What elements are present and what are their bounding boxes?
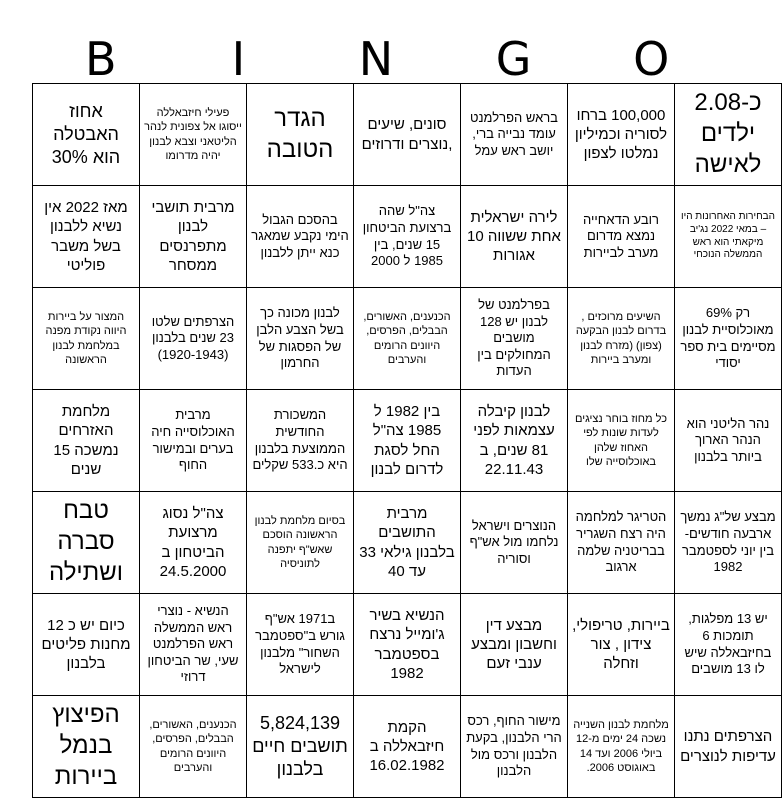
bingo-cell[interactable]: מרבית תושבי לבנון מתפרנסים ממסחר [140,186,247,288]
bingo-cell[interactable]: צה"ל שהה ברצועת הביטחון 15 שנים, בין 1985 ל 2000 [354,186,461,288]
bingo-cell[interactable]: הכנענים, האשורים, הבבלים, הפרסים, היוונים הרומים והערבים [140,696,247,798]
bingo-row [33,696,782,798]
bingo-cell[interactable]: מאז 2022 אין נשיא ללבנון בשל משבר פוליטי [33,186,140,288]
bingo-cell[interactable]: סונים, שיעים ,נוצרים ודרוזים [354,84,461,186]
bingo-cell[interactable]: צה"ל נסוג מרצועת הביטחון ב 24.5.2000 [140,492,247,594]
bingo-cell[interactable]: אחוז האבטלה הוא 30% [33,84,140,186]
bingo-cell[interactable]: טבח סברה ושתילה [33,492,140,594]
bingo-cell[interactable]: ביירות, טריפולי, צידון , צור וזחלה [568,594,675,696]
bingo-cell[interactable]: לבנון מכונה כך בשל הצבע הלבן של הפסגות של החרמון [247,288,354,390]
bingo-cell[interactable]: רובע הדאחייה נמצא מדרום מערב לביירות [568,186,675,288]
bingo-cell[interactable]: לבנון קיבלה עצמאות לפני 81 שנים, ב 22.11.43 [461,390,568,492]
bingo-cell[interactable]: הצרפתים נתנו עדיפות לנוצרים [675,696,782,798]
bingo-cell[interactable]: המצור על ביירות היווה נקודת מפנה במלחמת לבנון הראשונה [33,288,140,390]
bingo-cell[interactable]: מבצע דין וחשבון ומבצע ענבי זעם [461,594,568,696]
bingo-cell[interactable]: 100,000 ברחו לסוריה וכמיליון נמלטו לצפון [568,84,675,186]
bingo-cell[interactable]: פעילי חיזבאללה ייסוגו אל צפונית לנהר הליטאני וצבא לבנון יהיה מדרומו [140,84,247,186]
bingo-cell[interactable]: 5,824,139 תושבים חיים בלבנון [247,696,354,798]
bingo-row [33,594,782,696]
bingo-cell[interactable]: כל מחוז בוחר נציגים לעדות שונות לפי האחוז שלהן באוכלוסייה שלו [568,390,675,492]
bingo-cell[interactable]: הטריגר למלחמה היה רצח השגריר בבריטניה שלמה ארגוב [568,492,675,594]
bingo-cell[interactable]: ב1971 אש"ף גורש ב"ספטמבר השחור" מלבנון לישראל [247,594,354,696]
bingo-cell[interactable]: הצרפתים שלטו 23 שנים בלבנון (1920-1943) [140,288,247,390]
bingo-row [33,186,782,288]
bingo-cell[interactable]: הכנענים, האשורים, הבבלים, הפרסים, היוונים הרומים והערבים [354,288,461,390]
bingo-cell[interactable]: מרבית התושבים בלבנון גילאי 33 עד 40 [354,492,461,594]
bingo-row [33,492,782,594]
bingo-cell[interactable]: מרבית האוכלוסייה חיה בערים ובמישור החוף [140,390,247,492]
bingo-cell[interactable]: מלחמת האזרחים נמשכה 15 שנים [33,390,140,492]
title-letter-b: B [85,32,117,86]
bingo-cell[interactable]: הבחירות האחרונות היו – במאי 2022 נג'יב מיקאתי הוא ראש הממשלה הנוכחי [675,186,782,288]
title-letter-i: I [231,32,246,86]
bingo-cell[interactable]: מבצע של"ג נמשך ארבעה חודשים- בין יוני לספטמבר 1982 [675,492,782,594]
bingo-cell[interactable]: רק 69% מאוכלוסיית לבנון מסיימים בית ספר יסודי [675,288,782,390]
bingo-row [33,390,782,492]
bingo-cell[interactable]: בסיום מלחמת לבנון הראשונה הוסכם שאש"ף יתפנה לתוניסיה [247,492,354,594]
bingo-cell[interactable]: בראש הפרלמנט עומד נבייה ברי, יושב ראש עמל [461,84,568,186]
bingo-title [32,34,720,84]
bingo-cell[interactable]: הנשיא - נוצרי ראש הממשלה ראש הפרלמנט שעי, שר הביטחון דרוזי [140,594,247,696]
bingo-cell[interactable]: נהר הליטני הוא הנהר הארוך ביותר בלבנון [675,390,782,492]
bingo-cell[interactable]: הפיצוץ בנמל ביירות [33,696,140,798]
bingo-cell[interactable]: כ-2.08 ילדים לאישה [675,84,782,186]
bingo-cell[interactable]: הנשיא בשיר ג'ומייל נרצח בספטמבר 1982 [354,594,461,696]
bingo-cell[interactable]: הנוצרים וישראל נלחמו מול אש"ף וסוריה [461,492,568,594]
bingo-cell[interactable]: בין 1982 ל 1985 צה"ל החל לסגת לדרום לבנון [354,390,461,492]
bingo-row [33,84,782,186]
bingo-cell[interactable]: השיעים מרוכזים , בדרום לבנון הבקעה (צפון) (מזרח לבנון ומערב ביירות [568,288,675,390]
bingo-cell[interactable]: לירה ישראלית אחת ששווה 10 אגורות [461,186,568,288]
bingo-cell[interactable]: הקמת חיזבאללה ב 16.02.1982 [354,696,461,798]
bingo-cell[interactable]: בפרלמנט של לבנון יש 128 מושבים המחולקים בין העדות [461,288,568,390]
title-letter-o: O [633,32,670,86]
bingo-cell[interactable]: מלחמת לבנון השנייה נשכה 24 ימים מ-12 ביולי 2006 ועד 14 באוגוסט 2006. [568,696,675,798]
title-letter-g: G [495,32,532,86]
bingo-cell[interactable]: בהסכם הגבול הימי נקבע שמאגר כנא ייתן ללבנון [247,186,354,288]
bingo-grid [32,83,782,798]
title-letter-n: N [358,32,394,86]
bingo-row [33,288,782,390]
bingo-cell[interactable]: כיום יש כ 12 מחנות פליטים בלבנון [33,594,140,696]
bingo-cell[interactable]: המשכורת החודשית הממוצעת בלבנון היא כ.533 שקלים [247,390,354,492]
bingo-cell[interactable]: הגדר הטובה [247,84,354,186]
bingo-cell[interactable]: מישור החוף, רכס הרי הלבנון, בקעת הלבנון ורכס מול הלבנון [461,696,568,798]
bingo-cell[interactable]: יש 13 מפלגות, תומכות 6 בחיזבאללה שיש לו 13 מושבים [675,594,782,696]
